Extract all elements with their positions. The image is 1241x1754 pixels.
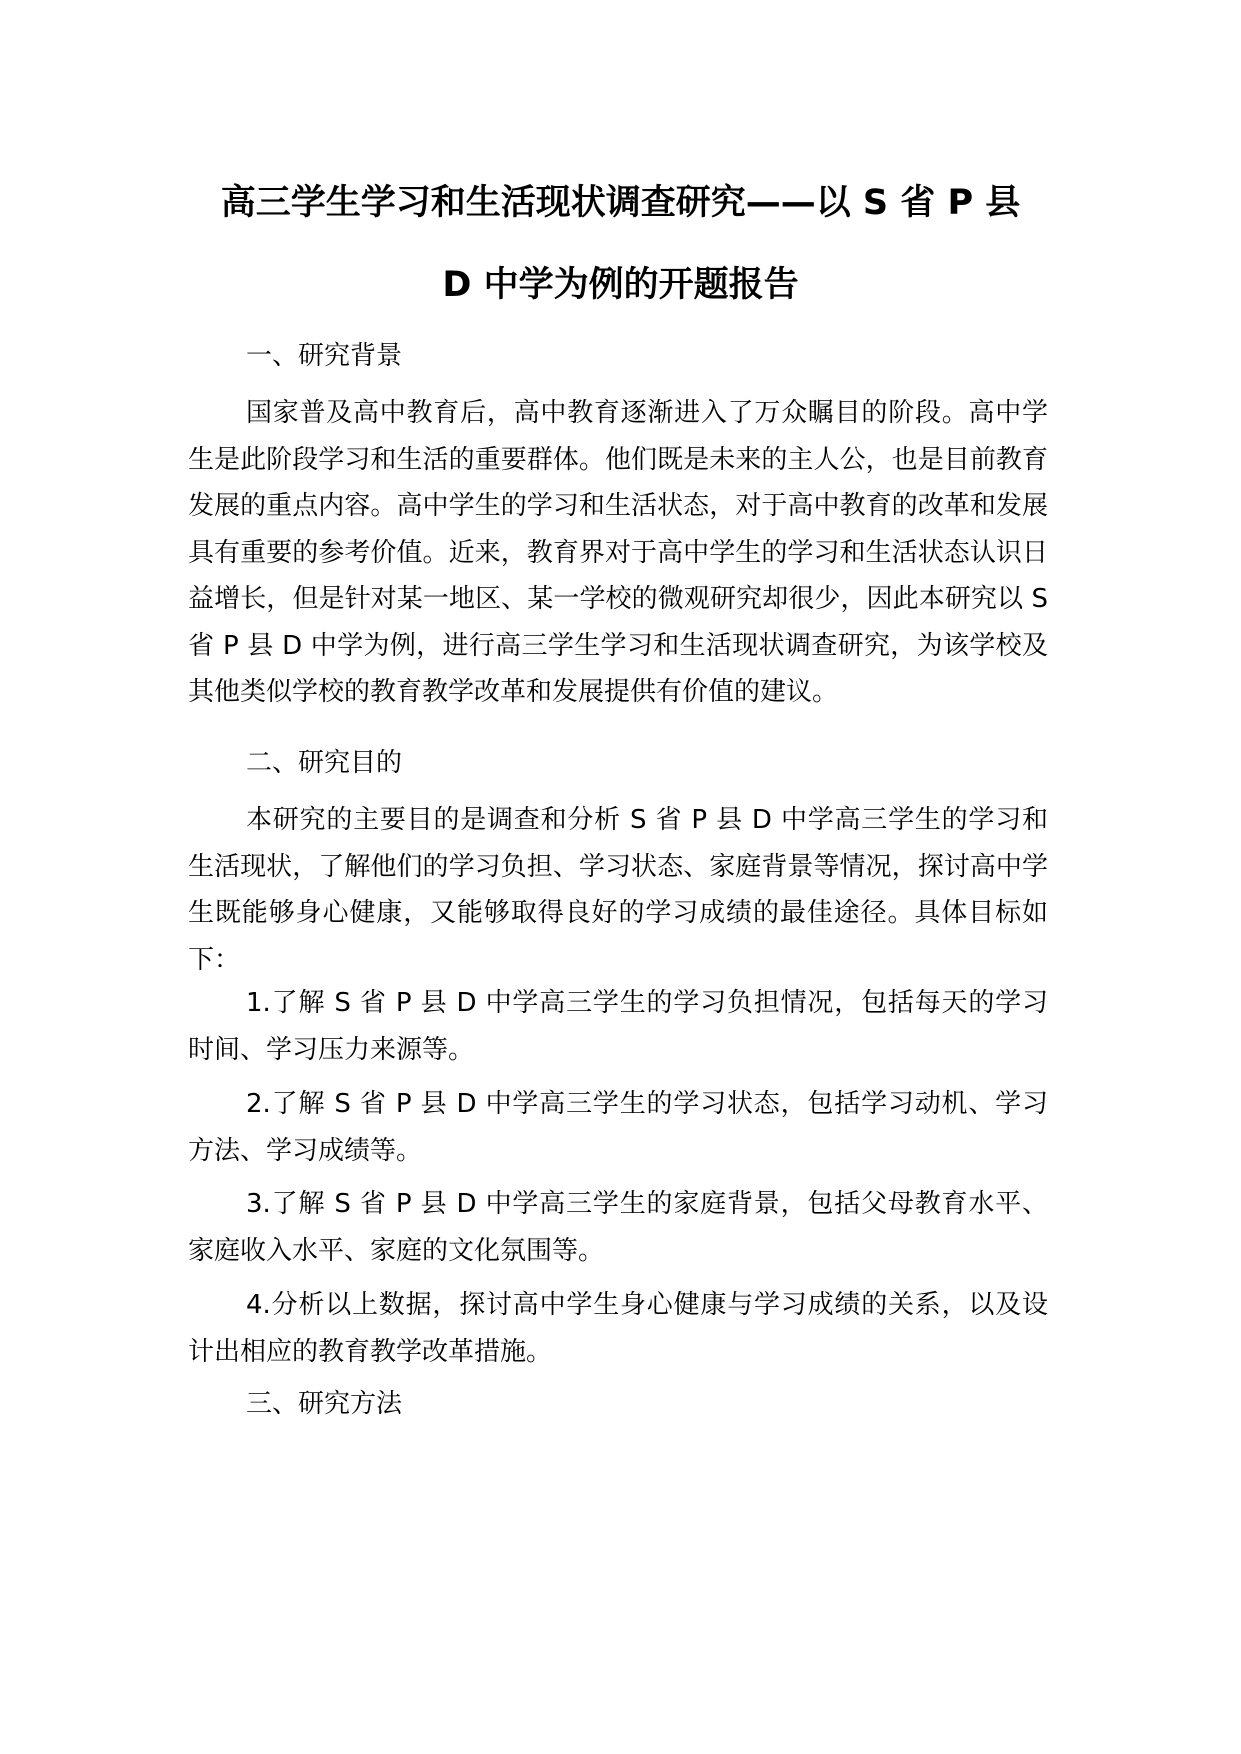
list-item-objective-1: 1.了解 S 省 P 县 D 中学高三学生的学习负担情况，包括每天的学习时间、学习压力来源等。: [188, 988, 1048, 1065]
list-item-objective-3: 3.了解 S 省 P 县 D 中学高三学生的家庭背景，包括父母教育水平、家庭收入水平、家庭的文化氛围等。: [188, 1189, 1048, 1266]
document-title-line-2: D 中学为例的开题报告: [442, 265, 799, 305]
list-item-objective-2: 2.了解 S 省 P 县 D 中学高三学生的学习状态，包括学习动机、学习方法、学习成绩等。: [188, 1089, 1048, 1166]
section-heading-background: 一、研究背景: [246, 341, 403, 371]
section-heading-purpose: 二、研究目的: [246, 748, 403, 778]
document-title-line-1: 高三学生学习和生活现状调查研究——以 S 省 P 县: [220, 183, 1021, 223]
list-item-objective-4: 4.分析以上数据，探讨高中学生身心健康与学习成绩的关系，以及设计出相应的教育教学改革措施。: [188, 1290, 1048, 1367]
paragraph-purpose-intro: 本研究的主要目的是调查和分析 S 省 P 县 D 中学高三学生的学习和生活现状，了解他们的学习负担、学习状态、家庭背景等情况，探讨高中学生既能够身心健康，又能够取得良好的学习成绩的最佳途径。具体目标如下：: [188, 805, 1048, 975]
section-heading-methods: 三、研究方法: [246, 1389, 403, 1419]
paragraph-background: 国家普及高中教育后，高中教育逐渐进入了万众瞩目的阶段。高中学生是此阶段学习和生活的重要群体。他们既是未来的主人公，也是目前教育发展的重点内容。高中学生的学习和生活状态，对于高中教育的改革和发展具有重要的参考价值。近来，教育界对于高中学生的学习和生活状态认识日益增长，但是针对某一地区、某一学校的微观研究却很少，因此本研究以 S 省 P 县 D 中学为例，进行高三学生学习和生活现状调查研究，为该学校及其他类似学校的教育教学改革和发展提供有价值的建议。: [188, 398, 1048, 707]
